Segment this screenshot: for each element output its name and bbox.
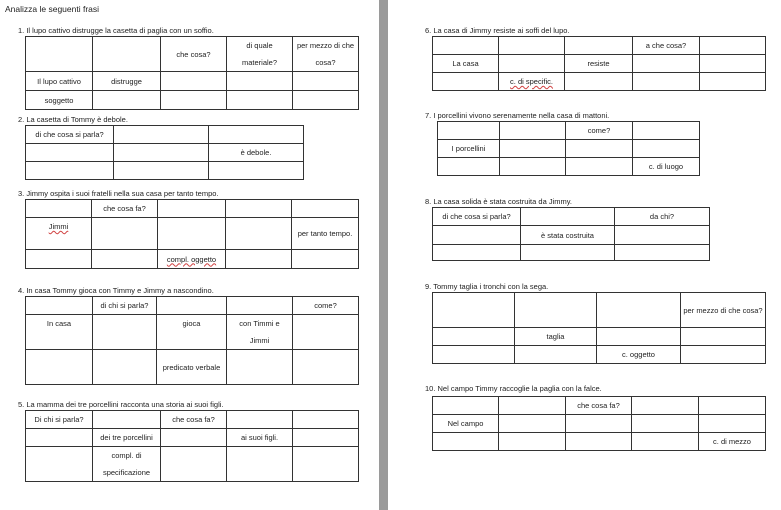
cell[interactable] [26, 297, 93, 315]
cell[interactable]: In casa [26, 315, 93, 350]
cell[interactable] [93, 350, 157, 385]
exercise-6-sentence: 6. La casa di Jimmy resiste ai soffi del lupo. [425, 26, 570, 35]
cell[interactable] [566, 433, 632, 451]
cell[interactable] [433, 73, 499, 91]
cell[interactable] [93, 91, 161, 110]
cell[interactable] [26, 162, 114, 180]
cell[interactable] [515, 293, 597, 328]
cell[interactable] [433, 328, 515, 346]
cell[interactable]: che cosa fa? [566, 397, 632, 415]
cell[interactable] [92, 250, 158, 269]
cell[interactable]: di quale materiale? [227, 37, 293, 72]
cell[interactable] [26, 200, 92, 218]
exercise-3-sentence: 3. Jimmy ospita i suoi fratelli nella sua casa per tanto tempo. [18, 189, 219, 198]
cell[interactable] [521, 208, 615, 226]
cell[interactable] [699, 415, 766, 433]
cell[interactable] [226, 218, 292, 250]
exercise-1-table [25, 36, 359, 110]
exercise-5-table [25, 410, 359, 482]
cell[interactable]: resiste [565, 55, 633, 73]
cell[interactable] [92, 218, 158, 250]
cell[interactable] [227, 411, 293, 429]
cell[interactable]: I porcellini [438, 140, 500, 158]
cell[interactable] [114, 162, 209, 180]
exercise-7-sentence: 7. I porcellini vivono serenamente nella casa di mattoni. [425, 111, 610, 120]
cell[interactable] [227, 447, 293, 482]
exercise-1-sentence: 1. Il lupo cattivo distrugge la casetta di paglia con un soffio. [18, 26, 214, 35]
cell[interactable] [26, 250, 92, 269]
cell[interactable] [26, 429, 93, 447]
cell[interactable] [227, 297, 293, 315]
cell[interactable] [433, 245, 521, 261]
cell[interactable] [158, 218, 226, 250]
cell[interactable]: a che cosa? [633, 37, 700, 55]
cell[interactable] [566, 140, 633, 158]
cell[interactable] [161, 429, 227, 447]
cell[interactable] [292, 250, 359, 269]
exercise-4-sentence: 4. In casa Tommy gioca con Timmy e Jimmy a nascondino. [18, 286, 214, 295]
cell[interactable]: è debole. [209, 144, 304, 162]
cell[interactable] [499, 415, 566, 433]
cell[interactable]: distrugge [93, 72, 161, 91]
cell[interactable] [499, 55, 565, 73]
cell[interactable] [565, 37, 633, 55]
cell[interactable] [26, 218, 92, 250]
cell[interactable]: c. di luogo [633, 158, 700, 176]
cell[interactable] [161, 91, 227, 110]
cell[interactable]: dei tre porcellini [93, 429, 161, 447]
exercise-3-table [25, 199, 359, 269]
cell[interactable] [438, 158, 500, 176]
cell[interactable] [26, 350, 93, 385]
cell[interactable] [293, 429, 359, 447]
cell[interactable] [500, 140, 566, 158]
cell-text: compl. oggetto [166, 254, 217, 264]
cell[interactable]: Il lupo cattivo [26, 72, 93, 91]
exercise-7-table [437, 121, 700, 176]
cell[interactable]: di che cosa si parla? [26, 126, 114, 144]
cell[interactable] [433, 37, 499, 55]
cell[interactable] [293, 411, 359, 429]
cell[interactable] [161, 447, 227, 482]
cell[interactable] [500, 158, 566, 176]
cell[interactable]: La casa [433, 55, 499, 73]
cell[interactable] [292, 200, 359, 218]
cell[interactable]: per mezzo di che cosa? [293, 37, 359, 72]
cell[interactable] [209, 126, 304, 144]
cell[interactable]: per tanto tempo. [292, 218, 359, 250]
cell[interactable]: taglia [515, 328, 597, 346]
exercise-10-table [432, 396, 766, 451]
cell[interactable]: ai suoi figli. [227, 429, 293, 447]
cell[interactable] [158, 200, 226, 218]
cell[interactable] [114, 144, 209, 162]
cell[interactable]: che cosa fa? [92, 200, 158, 218]
cell[interactable] [632, 415, 699, 433]
cell[interactable]: è stata costruita [521, 226, 615, 245]
cell[interactable] [26, 144, 114, 162]
exercise-4-table [25, 296, 359, 385]
exercise-5-sentence: 5. La mamma dei tre porcellini racconta una storia ai suoi figli. [18, 400, 224, 409]
exercise-2-sentence: 2. La casetta di Tommy è debole. [18, 115, 128, 124]
cell[interactable] [93, 411, 161, 429]
cell[interactable] [566, 415, 632, 433]
cell[interactable] [433, 346, 515, 364]
cell[interactable] [500, 122, 566, 140]
cell[interactable]: da chi? [615, 208, 710, 226]
cell[interactable]: c. oggetto [597, 346, 681, 364]
cell[interactable] [433, 397, 499, 415]
exercise-9-sentence: 9. Tommy taglia i tronchi con la sega. [425, 282, 549, 291]
cell[interactable] [161, 72, 227, 91]
cell[interactable]: Di chi si parla? [26, 411, 93, 429]
cell[interactable] [700, 55, 766, 73]
cell[interactable] [93, 315, 157, 350]
exercise-8-sentence: 8. La casa solida è stata costruita da Jimmy. [425, 197, 573, 206]
cell[interactable] [433, 433, 499, 451]
cell[interactable] [633, 140, 700, 158]
exercise-8-table [432, 207, 710, 261]
cell[interactable] [227, 72, 293, 91]
cell[interactable] [615, 245, 710, 261]
cell-text: c. di specific. [510, 77, 553, 86]
cell[interactable]: Nel campo [433, 415, 499, 433]
cell[interactable] [26, 37, 93, 72]
cell[interactable] [632, 433, 699, 451]
cell[interactable] [499, 73, 565, 91]
exercise-9-table [432, 292, 766, 364]
cell[interactable] [26, 447, 93, 482]
cell[interactable] [293, 91, 359, 110]
cell[interactable]: compl. di specificazione [93, 447, 161, 482]
cell[interactable] [293, 350, 359, 385]
cell[interactable]: di che cosa si parla? [433, 208, 521, 226]
cell[interactable]: di chi si parla? [93, 297, 157, 315]
cell[interactable] [633, 122, 700, 140]
cell[interactable] [499, 37, 565, 55]
page-title: Analizza le seguenti frasi [5, 4, 100, 14]
cell[interactable] [209, 162, 304, 180]
exercise-10-sentence: 10. Nel campo Timmy raccoglie la paglia con la falce. [425, 384, 602, 393]
cell[interactable] [565, 73, 633, 91]
cell[interactable] [521, 245, 615, 261]
cell[interactable] [633, 55, 700, 73]
exercise-2-table [25, 125, 304, 180]
cell[interactable]: che cosa? [161, 37, 227, 72]
cell[interactable] [597, 293, 681, 328]
cell[interactable]: che cosa fa? [161, 411, 227, 429]
cell[interactable] [93, 37, 161, 72]
cell[interactable] [227, 91, 293, 110]
cell[interactable] [114, 126, 209, 144]
cell[interactable] [700, 37, 766, 55]
cell[interactable] [681, 328, 766, 346]
cell[interactable] [293, 72, 359, 91]
cell[interactable] [226, 250, 292, 269]
cell[interactable] [293, 447, 359, 482]
cell-text: Jimmi [48, 222, 69, 231]
cell[interactable] [700, 73, 766, 91]
cell[interactable] [158, 250, 226, 269]
cell[interactable] [681, 346, 766, 364]
cell[interactable] [632, 397, 699, 415]
cell[interactable] [433, 226, 521, 245]
cell[interactable] [499, 397, 566, 415]
cell[interactable] [597, 328, 681, 346]
exercise-6-table [432, 36, 766, 91]
cell[interactable] [226, 200, 292, 218]
cell[interactable]: gioca [157, 315, 227, 350]
cell[interactable] [515, 346, 597, 364]
cell[interactable] [433, 293, 515, 328]
cell[interactable]: con Timmi e Jimmi [227, 315, 293, 350]
cell[interactable]: per mezzo di che cosa? [681, 293, 766, 328]
cell[interactable]: soggetto [26, 91, 93, 110]
cell[interactable]: c. di mezzo [699, 433, 766, 451]
cell[interactable] [633, 73, 700, 91]
cell[interactable] [566, 158, 633, 176]
cell[interactable] [499, 433, 566, 451]
cell[interactable] [699, 397, 766, 415]
page-divider [379, 0, 388, 510]
cell[interactable]: predicato verbale [157, 350, 227, 385]
cell[interactable] [157, 297, 227, 315]
cell[interactable] [227, 350, 293, 385]
cell[interactable]: come? [566, 122, 633, 140]
cell[interactable] [615, 226, 710, 245]
cell[interactable] [438, 122, 500, 140]
cell[interactable]: come? [293, 297, 359, 315]
cell[interactable] [293, 315, 359, 350]
